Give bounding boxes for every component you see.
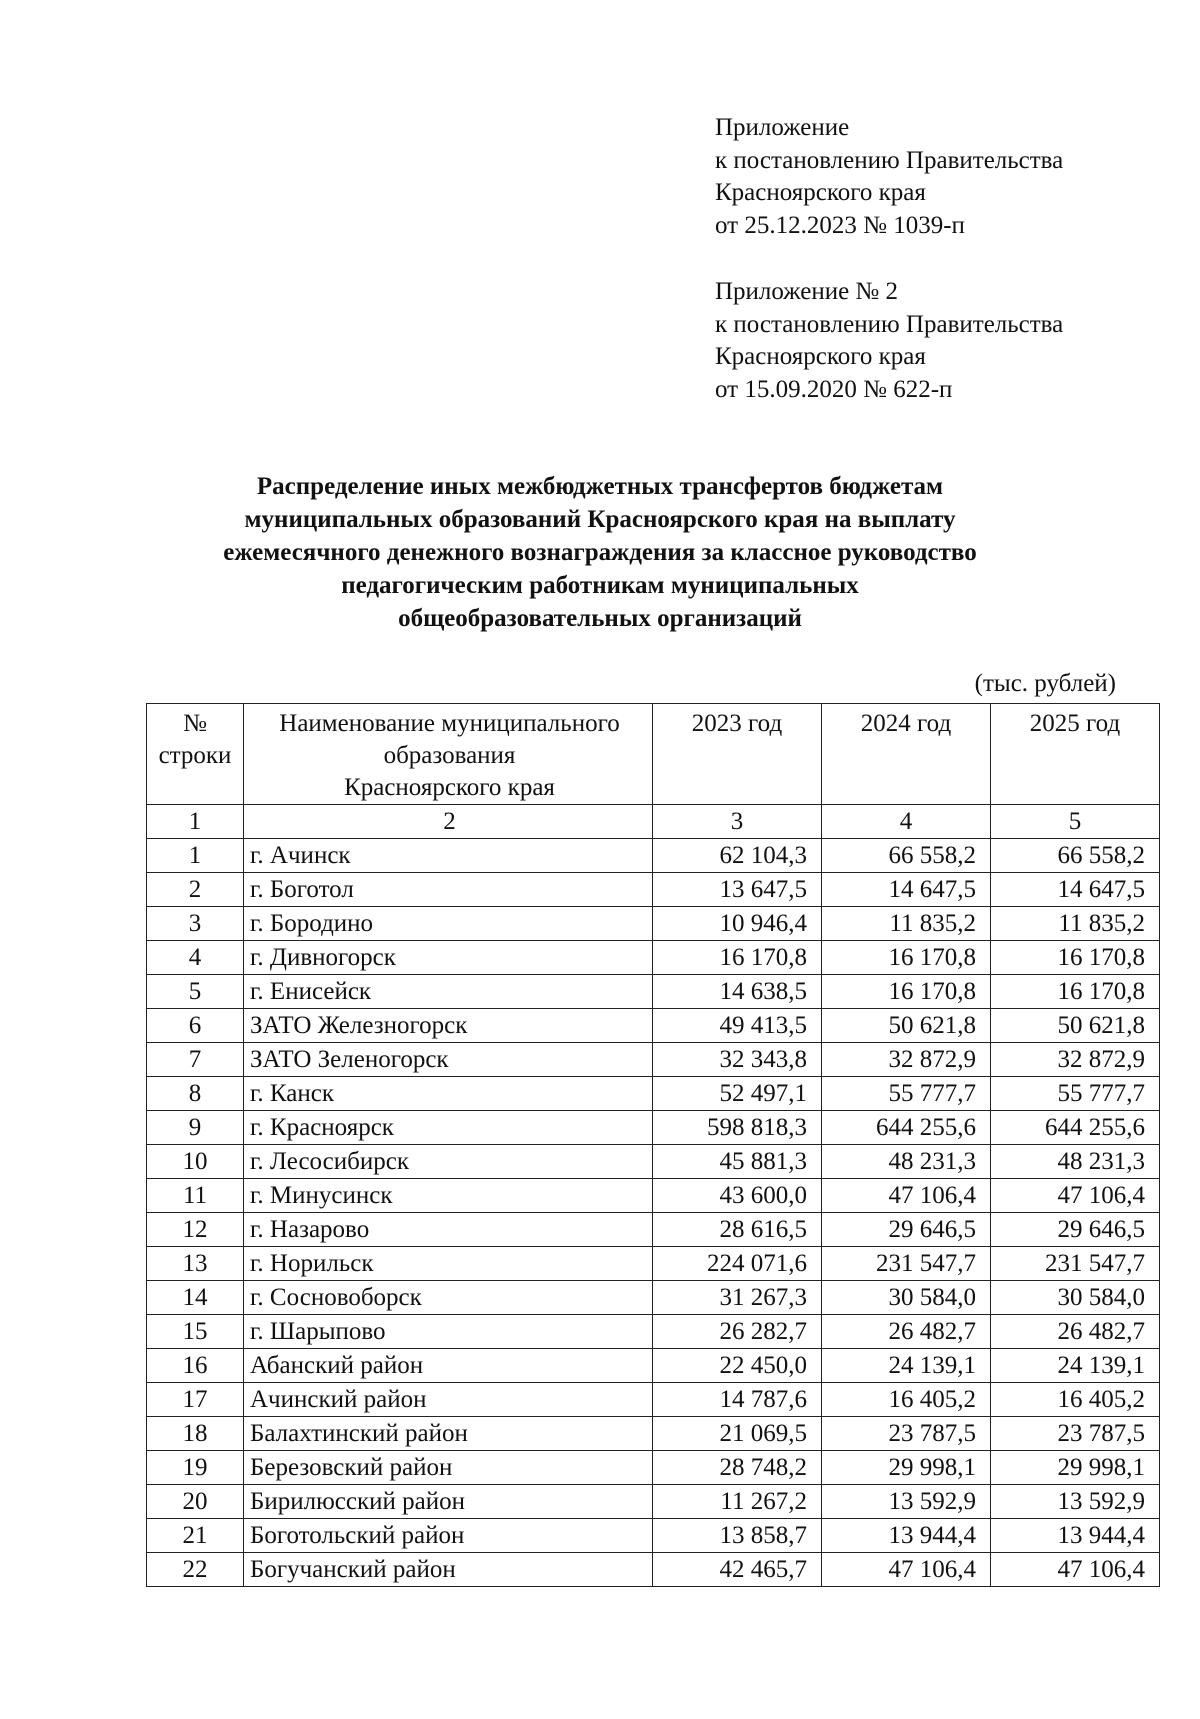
value-2024-cell: 16 170,8 — [822, 975, 991, 1009]
value-2023-cell: 49 413,5 — [653, 1009, 822, 1043]
attachment-line: от 25.12.2023 № 1039-п — [715, 211, 965, 239]
municipality-name-cell: г. Боготол — [244, 873, 653, 907]
value-2023-cell: 14 638,5 — [653, 975, 822, 1009]
municipality-name-cell: г. Шарыпово — [244, 1315, 653, 1349]
municipality-name-cell: г. Дивногорск — [244, 941, 653, 975]
value-2024-cell: 47 106,4 — [822, 1179, 991, 1213]
municipality-name-cell: Абанский район — [244, 1349, 653, 1383]
value-2023-cell: 26 282,7 — [653, 1315, 822, 1349]
units-label: (тыс. рублей) — [974, 670, 1116, 697]
header-row-number — [147, 704, 244, 805]
attachment-line: Красноярского края — [715, 343, 926, 370]
table-row — [147, 1043, 1160, 1077]
municipality-name-cell: г. Енисейск — [244, 975, 653, 1009]
municipality-name-cell: г. Минусинск — [244, 1179, 653, 1213]
index-cell: 3 — [653, 805, 822, 839]
value-2024-cell: 23 787,5 — [822, 1417, 991, 1451]
title-line: общеобразовательных организаций — [398, 605, 802, 632]
value-2024-cell: 16 170,8 — [822, 941, 991, 975]
municipality-name-cell: Боготольский район — [244, 1519, 653, 1553]
value-2023-cell: 22 450,0 — [653, 1349, 822, 1383]
value-2024-cell: 26 482,7 — [822, 1315, 991, 1349]
row-number-cell: 11 — [147, 1179, 244, 1213]
value-2025-cell: 50 621,8 — [991, 1009, 1160, 1043]
row-number-cell: 9 — [147, 1111, 244, 1145]
row-number-cell: 14 — [147, 1281, 244, 1315]
column-index-row — [147, 805, 1160, 839]
title-line: педагогическим работникам муниципальных — [341, 572, 859, 599]
value-2024-cell: 50 621,8 — [822, 1009, 991, 1043]
row-number-cell: 6 — [147, 1009, 244, 1043]
value-2025-cell: 47 106,4 — [991, 1179, 1160, 1213]
table-row — [147, 1009, 1160, 1043]
value-2024-cell: 66 558,2 — [822, 839, 991, 873]
value-2023-cell: 21 069,5 — [653, 1417, 822, 1451]
table-row — [147, 1281, 1160, 1315]
row-number-cell: 5 — [147, 975, 244, 1009]
value-2025-cell: 644 255,6 — [991, 1111, 1160, 1145]
index-cell: 2 — [244, 805, 653, 839]
value-2024-cell: 16 405,2 — [822, 1383, 991, 1417]
value-2024-cell: 48 231,3 — [822, 1145, 991, 1179]
value-2025-cell: 30 584,0 — [991, 1281, 1160, 1315]
municipality-name-cell: Березовский район — [244, 1451, 653, 1485]
value-2023-cell: 52 497,1 — [653, 1077, 822, 1111]
title-line: Распределение иных межбюджетных трансфертов бюджетам — [256, 473, 944, 500]
value-2025-cell: 32 872,9 — [991, 1043, 1160, 1077]
value-2024-cell: 30 584,0 — [822, 1281, 991, 1315]
value-2025-cell: 13 592,9 — [991, 1485, 1160, 1519]
attachment-line: Красноярского края — [715, 179, 926, 206]
attachment-line: к постановлению Правительства — [715, 146, 1064, 174]
value-2023-cell: 32 343,8 — [653, 1043, 822, 1077]
row-number-cell: 15 — [147, 1315, 244, 1349]
value-2023-cell: 43 600,0 — [653, 1179, 822, 1213]
attachment-line: от 15.09.2020 № 622-п — [715, 375, 953, 403]
index-cell: 4 — [822, 805, 991, 839]
value-2025-cell: 16 170,8 — [991, 941, 1160, 975]
header-2025: 2025 год — [991, 704, 1160, 805]
header-2024: 2024 год — [822, 704, 991, 805]
value-2024-cell: 47 106,4 — [822, 1553, 991, 1587]
table-row — [147, 873, 1160, 907]
municipality-name-cell: г. Красноярск — [244, 1111, 653, 1145]
value-2025-cell: 23 787,5 — [991, 1417, 1160, 1451]
municipality-name-cell: Ачинский район — [244, 1383, 653, 1417]
title-line: муниципальных образований Красноярского края на выплату — [244, 506, 956, 533]
municipality-name-cell: г. Лесосибирск — [244, 1145, 653, 1179]
table-row — [147, 907, 1160, 941]
row-number-cell: 16 — [147, 1349, 244, 1383]
row-number-cell: 12 — [147, 1213, 244, 1247]
table-row — [147, 1519, 1160, 1553]
row-number-cell: 10 — [147, 1145, 244, 1179]
value-2025-cell: 24 139,1 — [991, 1349, 1160, 1383]
value-2023-cell: 598 818,3 — [653, 1111, 822, 1145]
value-2025-cell: 48 231,3 — [991, 1145, 1160, 1179]
table-row — [147, 941, 1160, 975]
header-municipality-name — [244, 704, 653, 805]
value-2025-cell: 13 944,4 — [991, 1519, 1160, 1553]
header-2023: 2023 год — [653, 704, 822, 805]
value-2023-cell: 10 946,4 — [653, 907, 822, 941]
value-2023-cell: 11 267,2 — [653, 1485, 822, 1519]
table-row — [147, 1111, 1160, 1145]
municipality-name-cell: Богучанский район — [244, 1553, 653, 1587]
value-2024-cell: 11 835,2 — [822, 907, 991, 941]
title-line: ежемесячного денежного вознаграждения за классное руководство — [223, 539, 977, 566]
row-number-cell: 4 — [147, 941, 244, 975]
value-2023-cell: 28 748,2 — [653, 1451, 822, 1485]
value-2024-cell: 14 647,5 — [822, 873, 991, 907]
table-row — [147, 1247, 1160, 1281]
transfers-table — [146, 703, 1160, 1587]
table-row — [147, 1383, 1160, 1417]
value-2025-cell: 66 558,2 — [991, 839, 1160, 873]
municipality-name-cell: г. Ачинск — [244, 839, 653, 873]
attachment-line: Приложение № 2 — [715, 278, 899, 305]
row-number-cell: 22 — [147, 1553, 244, 1587]
value-2023-cell: 28 616,5 — [653, 1213, 822, 1247]
table-row — [147, 975, 1160, 1009]
value-2024-cell: 644 255,6 — [822, 1111, 991, 1145]
row-number-cell: 20 — [147, 1485, 244, 1519]
row-number-cell: 8 — [147, 1077, 244, 1111]
value-2023-cell: 13 858,7 — [653, 1519, 822, 1553]
index-cell: 1 — [147, 805, 244, 839]
value-2023-cell: 62 104,3 — [653, 839, 822, 873]
document-title — [150, 470, 1050, 635]
row-number-cell: 7 — [147, 1043, 244, 1077]
value-2025-cell: 16 405,2 — [991, 1383, 1160, 1417]
value-2024-cell: 13 944,4 — [822, 1519, 991, 1553]
table-row — [147, 1179, 1160, 1213]
value-2025-cell: 11 835,2 — [991, 907, 1160, 941]
value-2024-cell: 32 872,9 — [822, 1043, 991, 1077]
header-line: строки — [158, 742, 232, 769]
value-2023-cell: 45 881,3 — [653, 1145, 822, 1179]
table-header-row — [147, 704, 1160, 805]
index-cell: 5 — [991, 805, 1160, 839]
value-2023-cell: 13 647,5 — [653, 873, 822, 907]
table-row — [147, 1315, 1160, 1349]
value-2023-cell: 42 465,7 — [653, 1553, 822, 1587]
table-row — [147, 1213, 1160, 1247]
table-row — [147, 1553, 1160, 1587]
value-2023-cell: 16 170,8 — [653, 941, 822, 975]
header-line: № — [183, 710, 207, 737]
municipality-name-cell: г. Канск — [244, 1077, 653, 1111]
row-number-cell: 17 — [147, 1383, 244, 1417]
table-row — [147, 1145, 1160, 1179]
row-number-cell: 18 — [147, 1417, 244, 1451]
value-2025-cell: 29 998,1 — [991, 1451, 1160, 1485]
attachment-line: к постановлению Правительства — [715, 310, 1064, 338]
row-number-cell: 3 — [147, 907, 244, 941]
municipality-name-cell: Бирилюсский район — [244, 1485, 653, 1519]
municipality-name-cell: г. Сосновоборск — [244, 1281, 653, 1315]
attachment-line: Приложение — [715, 114, 850, 141]
value-2023-cell: 224 071,6 — [653, 1247, 822, 1281]
municipality-name-cell: ЗАТО Железногорск — [244, 1009, 653, 1043]
table-row — [147, 1417, 1160, 1451]
value-2024-cell: 231 547,7 — [822, 1247, 991, 1281]
municipality-name-cell: ЗАТО Зеленогорск — [244, 1043, 653, 1077]
table-row — [147, 1077, 1160, 1111]
row-number-cell: 1 — [147, 839, 244, 873]
header-line: образования — [383, 742, 516, 769]
value-2024-cell: 29 998,1 — [822, 1451, 991, 1485]
header-line: Красноярского края — [344, 774, 555, 801]
table-row — [147, 1451, 1160, 1485]
value-2025-cell: 14 647,5 — [991, 873, 1160, 907]
row-number-cell: 13 — [147, 1247, 244, 1281]
header-line: Наименование муниципального — [279, 710, 620, 737]
value-2025-cell: 47 106,4 — [991, 1553, 1160, 1587]
attachment-header-current — [715, 112, 1063, 242]
value-2023-cell: 31 267,3 — [653, 1281, 822, 1315]
table-row — [147, 1349, 1160, 1383]
attachment-header-original — [715, 276, 1063, 406]
municipality-name-cell: г. Назарово — [244, 1213, 653, 1247]
value-2023-cell: 14 787,6 — [653, 1383, 822, 1417]
table-row — [147, 839, 1160, 873]
row-number-cell: 21 — [147, 1519, 244, 1553]
row-number-cell: 19 — [147, 1451, 244, 1485]
value-2024-cell: 29 646,5 — [822, 1213, 991, 1247]
municipality-name-cell: Балахтинский район — [244, 1417, 653, 1451]
value-2025-cell: 16 170,8 — [991, 975, 1160, 1009]
value-2024-cell: 13 592,9 — [822, 1485, 991, 1519]
municipality-name-cell: г. Норильск — [244, 1247, 653, 1281]
table-row — [147, 1485, 1160, 1519]
municipality-name-cell: г. Бородино — [244, 907, 653, 941]
value-2025-cell: 55 777,7 — [991, 1077, 1160, 1111]
value-2024-cell: 55 777,7 — [822, 1077, 991, 1111]
value-2025-cell: 26 482,7 — [991, 1315, 1160, 1349]
value-2025-cell: 231 547,7 — [991, 1247, 1160, 1281]
value-2024-cell: 24 139,1 — [822, 1349, 991, 1383]
row-number-cell: 2 — [147, 873, 244, 907]
value-2025-cell: 29 646,5 — [991, 1213, 1160, 1247]
